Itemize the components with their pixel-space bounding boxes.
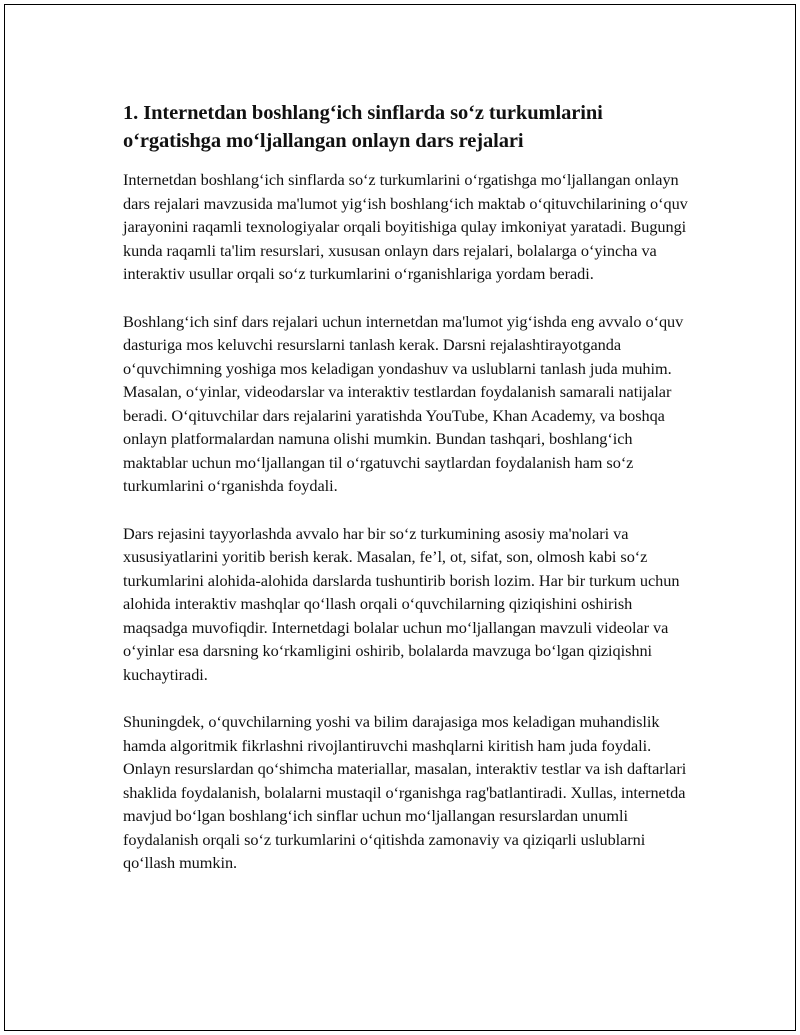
paragraph-4: Shuningdek, o‘quvchilarning yoshi va bilim darajasiga mos keladigan muhandislik hamda algoritmik fikrlashni rivojlantiruvchi mashqlarni kiritish ham juda foydali. Onlayn resurslardan qo‘shimcha materiallar, masalan, interaktiv testlar va ish daftarlari shaklida foydalanish, bolalarni mustaqil o‘rganishga rag'batlantiradi. Xullas, internetda mavjud bo‘lgan boshlang‘ich sinflar uchun mo‘ljallangan resurslardan unumli foydalanish orqali so‘z turkumlarini o‘qitishda zamonaviy va qiziqarli uslublarni qo‘llash mumkin. [123, 712, 687, 872]
document-body [123, 99, 698, 899]
paragraph-2: Boshlang‘ich sinf dars rejalari uchun internetdan ma'lumot yig‘ishda eng avvalo o‘quv dasturiga mos keluvchi resurslarni tanlash kerak. Darsni rejalashtirayotganda o‘quvchimning yoshiga mos keladigan yondashuv va uslublarni tanlash juda muhim. Masalan, o‘yinlar, videodarslar va interaktiv testlardan foydalanish samarali natijalar beradi. O‘qituvchilar dars rejalarini yaratishda YouTube, Khan Academy, va boshqa onlayn platformalardan namuna olishi mumkin. Bundan tashqari, boshlang‘ich maktablar uchun mo‘ljallangan til o‘rgatuvchi saytlardan foydalanish ham so‘z turkumlarini o‘rganishda foydali. [123, 311, 684, 495]
page-frame [4, 4, 796, 1031]
section-title: 1. Internetdan boshlang‘ich sinflarda so‘z turkumlarini o‘rgatishga mo‘ljallangan onlayn dars rejalari [123, 102, 603, 152]
paragraph-3: Dars rejasini tayyorlashda avvalo har bir so‘z turkumining asosiy ma'nolari va xususiyatlarini yoritib berish kerak. Masalan, fe’l, ot, sifat, son, olmosh kabi so‘z turkumlarini alohida-alohida darslarda tushuntirib borish lozim. Har bir turkum uchun alohida interaktiv mashqlar qo‘llash orqali o‘quvchilarning qiziqishini oshirish maqsadga muvofiqdir. Internetdagi bolalar uchun mo‘ljallangan mavzuli videolar va o‘yinlar esa darsning ko‘rkamligini oshirib, bolalarda mavzuga bo‘lgan qiziqishni kuchaytiradi. [123, 523, 680, 684]
paragraph-1: Internetdan boshlang‘ich sinflarda so‘z turkumlarini o‘rgatishga mo‘ljallangan onlayn dars rejalari mavzusida ma'lumot yig‘ish boshlang‘ich maktab o‘qituvchilarining o‘quv jarayonini raqamli texnologiyalar orqali boyitishiga qulay imkoniyat yaratadi. Bugungi kunda raqamli ta'lim resurslari, xususan onlayn dars rejalari, bolalarga o‘yincha va interaktiv usullar orqali so‘z turkumlarini o‘rganishlariga yordam beradi. [123, 170, 688, 283]
